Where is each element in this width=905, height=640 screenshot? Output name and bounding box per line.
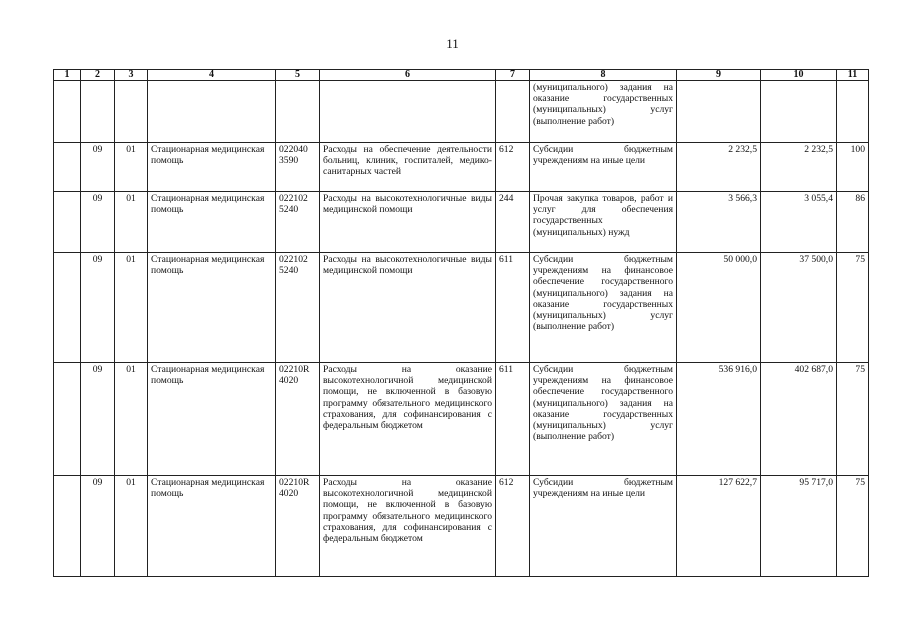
expense-type-name-cell: Прочая закупка товаров, работ и услуг для обеспечения государственных (муниципальных) нужд xyxy=(530,192,677,253)
target-article-cell: 02210R 4020 xyxy=(276,476,320,577)
expense-type-cell: 244 xyxy=(496,192,530,253)
section-code-cell xyxy=(81,81,115,143)
planned-amount-cell: 3 566,3 xyxy=(677,192,761,253)
column-header: 3 xyxy=(115,70,148,81)
budget-table xyxy=(53,69,869,577)
subsection-code-cell: 01 xyxy=(115,143,148,192)
target-article-cell: 022102 5240 xyxy=(276,253,320,363)
expense-type-name-cell: Субсидии бюджетным учреждениям на финансовое обеспечение государственного (муниципального) задания на оказание государственных (муниципальных) услуг (выполнение работ) xyxy=(530,253,677,363)
subsection-name-cell: Стационарная медицинская помощь xyxy=(148,143,276,192)
target-article-name-cell xyxy=(320,81,496,143)
column-header: 8 xyxy=(530,70,677,81)
column-header: 9 xyxy=(677,70,761,81)
percent-cell xyxy=(837,81,869,143)
expense-type-cell: 611 xyxy=(496,363,530,476)
planned-amount-cell: 127 622,7 xyxy=(677,476,761,577)
percent-cell: 86 xyxy=(837,192,869,253)
percent-cell: 75 xyxy=(837,253,869,363)
planned-amount-cell: 536 916,0 xyxy=(677,363,761,476)
target-article-name-cell: Расходы на обеспечение деятельности больниц, клиник, госпиталей, медико-санитарных частей xyxy=(320,143,496,192)
actual-amount-cell: 3 055,4 xyxy=(761,192,837,253)
subsection-name-cell: Стационарная медицинская помощь xyxy=(148,363,276,476)
actual-amount-cell xyxy=(761,81,837,143)
table-row xyxy=(54,253,869,363)
section-code-cell: 09 xyxy=(81,192,115,253)
expense-type-name-cell: Субсидии бюджетным учреждениям на иные цели xyxy=(530,143,677,192)
target-article-name-cell: Расходы на оказание высокотехнологичной медицинской помощи, не включенной в базовую программу обязательного медицинского страхования, для софинансирования с федеральным бюджетом xyxy=(320,363,496,476)
column-header: 6 xyxy=(320,70,496,81)
row-number-cell xyxy=(54,476,81,577)
column-header: 5 xyxy=(276,70,320,81)
row-number-cell xyxy=(54,253,81,363)
target-article-cell xyxy=(276,81,320,143)
column-header: 10 xyxy=(761,70,837,81)
subsection-name-cell: Стационарная медицинская помощь xyxy=(148,476,276,577)
expense-type-cell xyxy=(496,81,530,143)
expense-type-cell: 612 xyxy=(496,143,530,192)
page-number: 11 xyxy=(446,36,459,51)
row-number-cell xyxy=(54,81,81,143)
actual-amount-cell: 95 717,0 xyxy=(761,476,837,577)
target-article-cell: 02210R 4020 xyxy=(276,363,320,476)
planned-amount-cell: 2 232,5 xyxy=(677,143,761,192)
expense-type-name-cell: Субсидии бюджетным учреждениям на иные цели xyxy=(530,476,677,577)
actual-amount-cell: 37 500,0 xyxy=(761,253,837,363)
planned-amount-cell: 50 000,0 xyxy=(677,253,761,363)
subsection-name-cell: Стационарная медицинская помощь xyxy=(148,192,276,253)
section-code-cell: 09 xyxy=(81,476,115,577)
row-number-cell xyxy=(54,192,81,253)
table-row xyxy=(54,192,869,253)
percent-cell: 100 xyxy=(837,143,869,192)
column-header: 4 xyxy=(148,70,276,81)
actual-amount-cell: 402 687,0 xyxy=(761,363,837,476)
table-header-row xyxy=(54,70,869,81)
subsection-code-cell: 01 xyxy=(115,476,148,577)
target-article-cell: 022040 3590 xyxy=(276,143,320,192)
planned-amount-cell xyxy=(677,81,761,143)
expense-type-cell: 611 xyxy=(496,253,530,363)
expense-type-name-cell: Субсидии бюджетным учреждениям на финансовое обеспечение государственного (муниципального) задания на оказание государственных (муниципальных) услуг (выполнение работ) xyxy=(530,363,677,476)
table-row xyxy=(54,363,869,476)
percent-cell: 75 xyxy=(837,363,869,476)
subsection-code-cell: 01 xyxy=(115,253,148,363)
row-number-cell xyxy=(54,143,81,192)
target-article-cell: 022102 5240 xyxy=(276,192,320,253)
target-article-name-cell: Расходы на оказание высокотехнологичной медицинской помощи, не включенной в базовую программу обязательного медицинского страхования, для софинансирования с федеральным бюджетом xyxy=(320,476,496,577)
percent-cell: 75 xyxy=(837,476,869,577)
expense-type-name-cell: (муниципального) задания на оказание государственных (муниципальных) услуг (выполнение работ) xyxy=(530,81,677,143)
subsection-code-cell: 01 xyxy=(115,363,148,476)
column-header: 7 xyxy=(496,70,530,81)
column-header: 11 xyxy=(837,70,869,81)
section-code-cell: 09 xyxy=(81,143,115,192)
expense-type-cell: 612 xyxy=(496,476,530,577)
section-code-cell: 09 xyxy=(81,363,115,476)
table-row xyxy=(54,81,869,143)
table-row xyxy=(54,476,869,577)
column-header: 2 xyxy=(81,70,115,81)
subsection-name-cell: Стационарная медицинская помощь xyxy=(148,253,276,363)
row-number-cell xyxy=(54,363,81,476)
subsection-code-cell: 01 xyxy=(115,192,148,253)
column-header: 1 xyxy=(54,70,81,81)
subsection-name-cell xyxy=(148,81,276,143)
table-row xyxy=(54,143,869,192)
target-article-name-cell: Расходы на высокотехнологичные виды медицинской помощи xyxy=(320,253,496,363)
section-code-cell: 09 xyxy=(81,253,115,363)
actual-amount-cell: 2 232,5 xyxy=(761,143,837,192)
subsection-code-cell xyxy=(115,81,148,143)
target-article-name-cell: Расходы на высокотехнологичные виды медицинской помощи xyxy=(320,192,496,253)
